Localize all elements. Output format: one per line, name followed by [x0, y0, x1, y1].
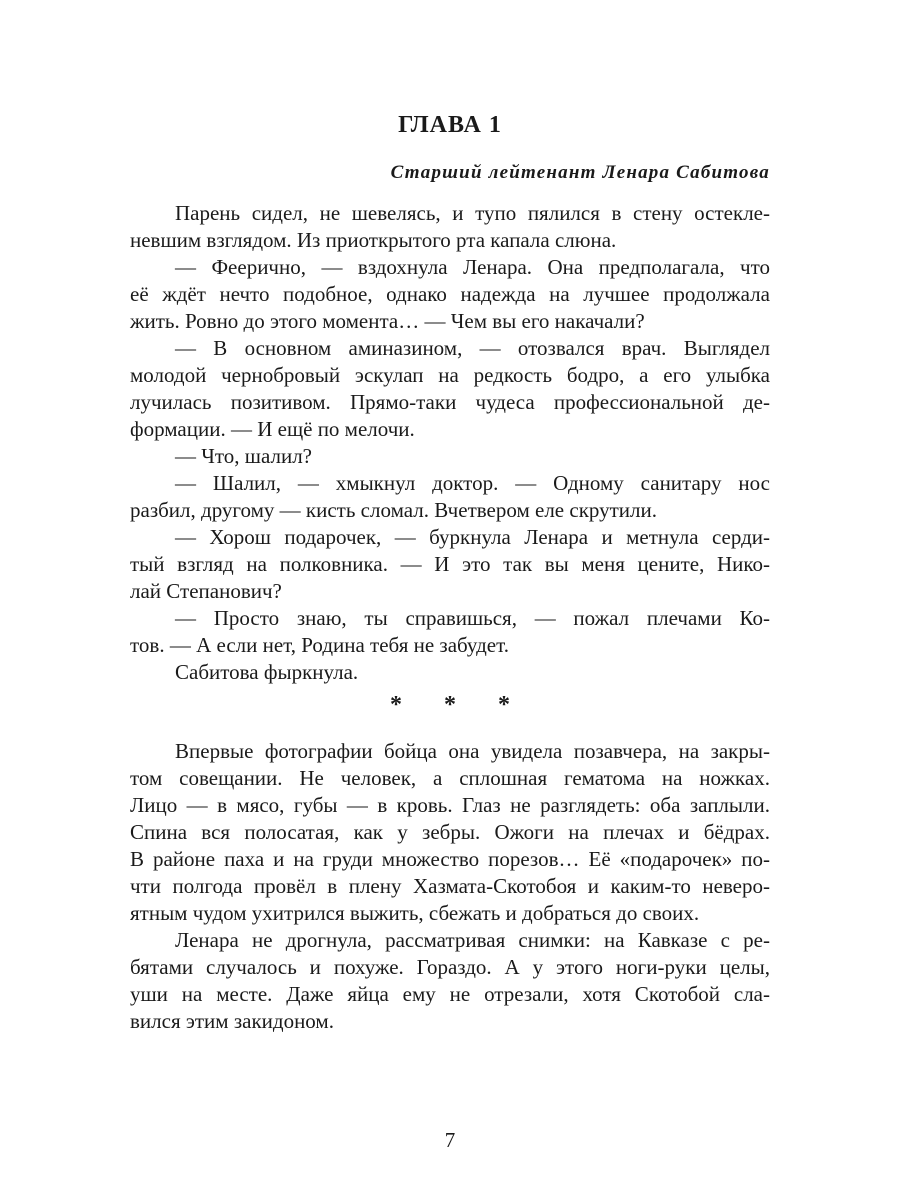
- text-line: вился этим закидоном.: [130, 1009, 334, 1033]
- text-line: Ленара не дрогнула, рассматривая снимки: на Кавказе с ре-: [175, 928, 770, 952]
- text-line: том совещании. Не человек, а сплошная гематома на ножках.: [130, 766, 770, 790]
- text-line: ятным чудом ухитрился выжить, сбежать и добраться до своих.: [130, 901, 700, 925]
- text-line: жить. Ровно до этого момента… — Чем вы его накачали?: [130, 309, 645, 333]
- text-line: тов. — А если нет, Родина тебя не забудет.: [130, 633, 509, 657]
- text-line: — Просто знаю, ты справишься, — пожал плечами Ко-: [175, 606, 770, 630]
- section-2-text: [130, 738, 770, 1035]
- text-line: — В основном аминазином, — отозвался врач. Выглядел: [175, 336, 770, 360]
- text-line: — Феерично, — вздохнула Ленара. Она предполагала, что: [175, 255, 770, 279]
- text-line: Лицо — в мясо, губы — в кровь. Глаз не разглядеть: оба заплыли.: [130, 793, 770, 817]
- text-line: В районе паха и на груди множество порезов… Её «подарочек» по-: [130, 847, 770, 871]
- text-line: лучилась позитивом. Прямо-таки чудеса профессиональной де-: [130, 390, 770, 414]
- text-line: бятами случалось и похуже. Гораздо. А у этого ноги-руки целы,: [130, 955, 770, 979]
- text-line: уши на месте. Даже яйца ему не отрезали, хотя Скотобой сла-: [130, 982, 770, 1006]
- text-line: — Хорош подарочек, — буркнула Ленара и метнула серди-: [175, 525, 770, 549]
- chapter-epigraph: Старший лейтенант Ленара Сабитова: [390, 162, 770, 183]
- text-line: — Шалил, — хмыкнул доктор. — Одному санитару нос: [175, 471, 770, 495]
- text-line: чти полгода провёл в плену Хазмата-Скотобоя и каким-то неверо-: [130, 874, 770, 898]
- chapter-title: ГЛАВА 1: [398, 112, 502, 138]
- text-line: невшим взглядом. Из приоткрытого рта капала слюна.: [130, 228, 617, 252]
- text-line: лай Степанович?: [130, 579, 282, 603]
- text-line: Парень сидел, не шевелясь, и тупо пялился в стену остекле-: [175, 201, 770, 225]
- section-separator: * * *: [390, 692, 528, 718]
- section-1-text: [130, 200, 770, 686]
- text-line: молодой чернобровый эскулап на редкость бодро, а его улыбка: [130, 363, 770, 387]
- text-line: — Что, шалил?: [175, 444, 312, 468]
- text-line: Сабитова фыркнула.: [175, 660, 359, 684]
- text-line: Спина вся полосатая, как у зебры. Ожоги на плечах и бёдрах.: [130, 820, 770, 844]
- page-number: 7: [444, 1128, 456, 1152]
- text-line: формации. — И ещё по мелочи.: [130, 417, 415, 441]
- text-line: её ждёт нечто подобное, однако надежда на лучшее продолжала: [130, 282, 770, 306]
- text-line: Впервые фотографии бойца она увидела позавчера, на закры-: [175, 739, 770, 763]
- text-line: разбил, другому — кисть сломал. Вчетвером еле скрутили.: [130, 498, 657, 522]
- text-line: тый взгляд на полковника. — И это так вы меня цените, Нико-: [130, 552, 770, 576]
